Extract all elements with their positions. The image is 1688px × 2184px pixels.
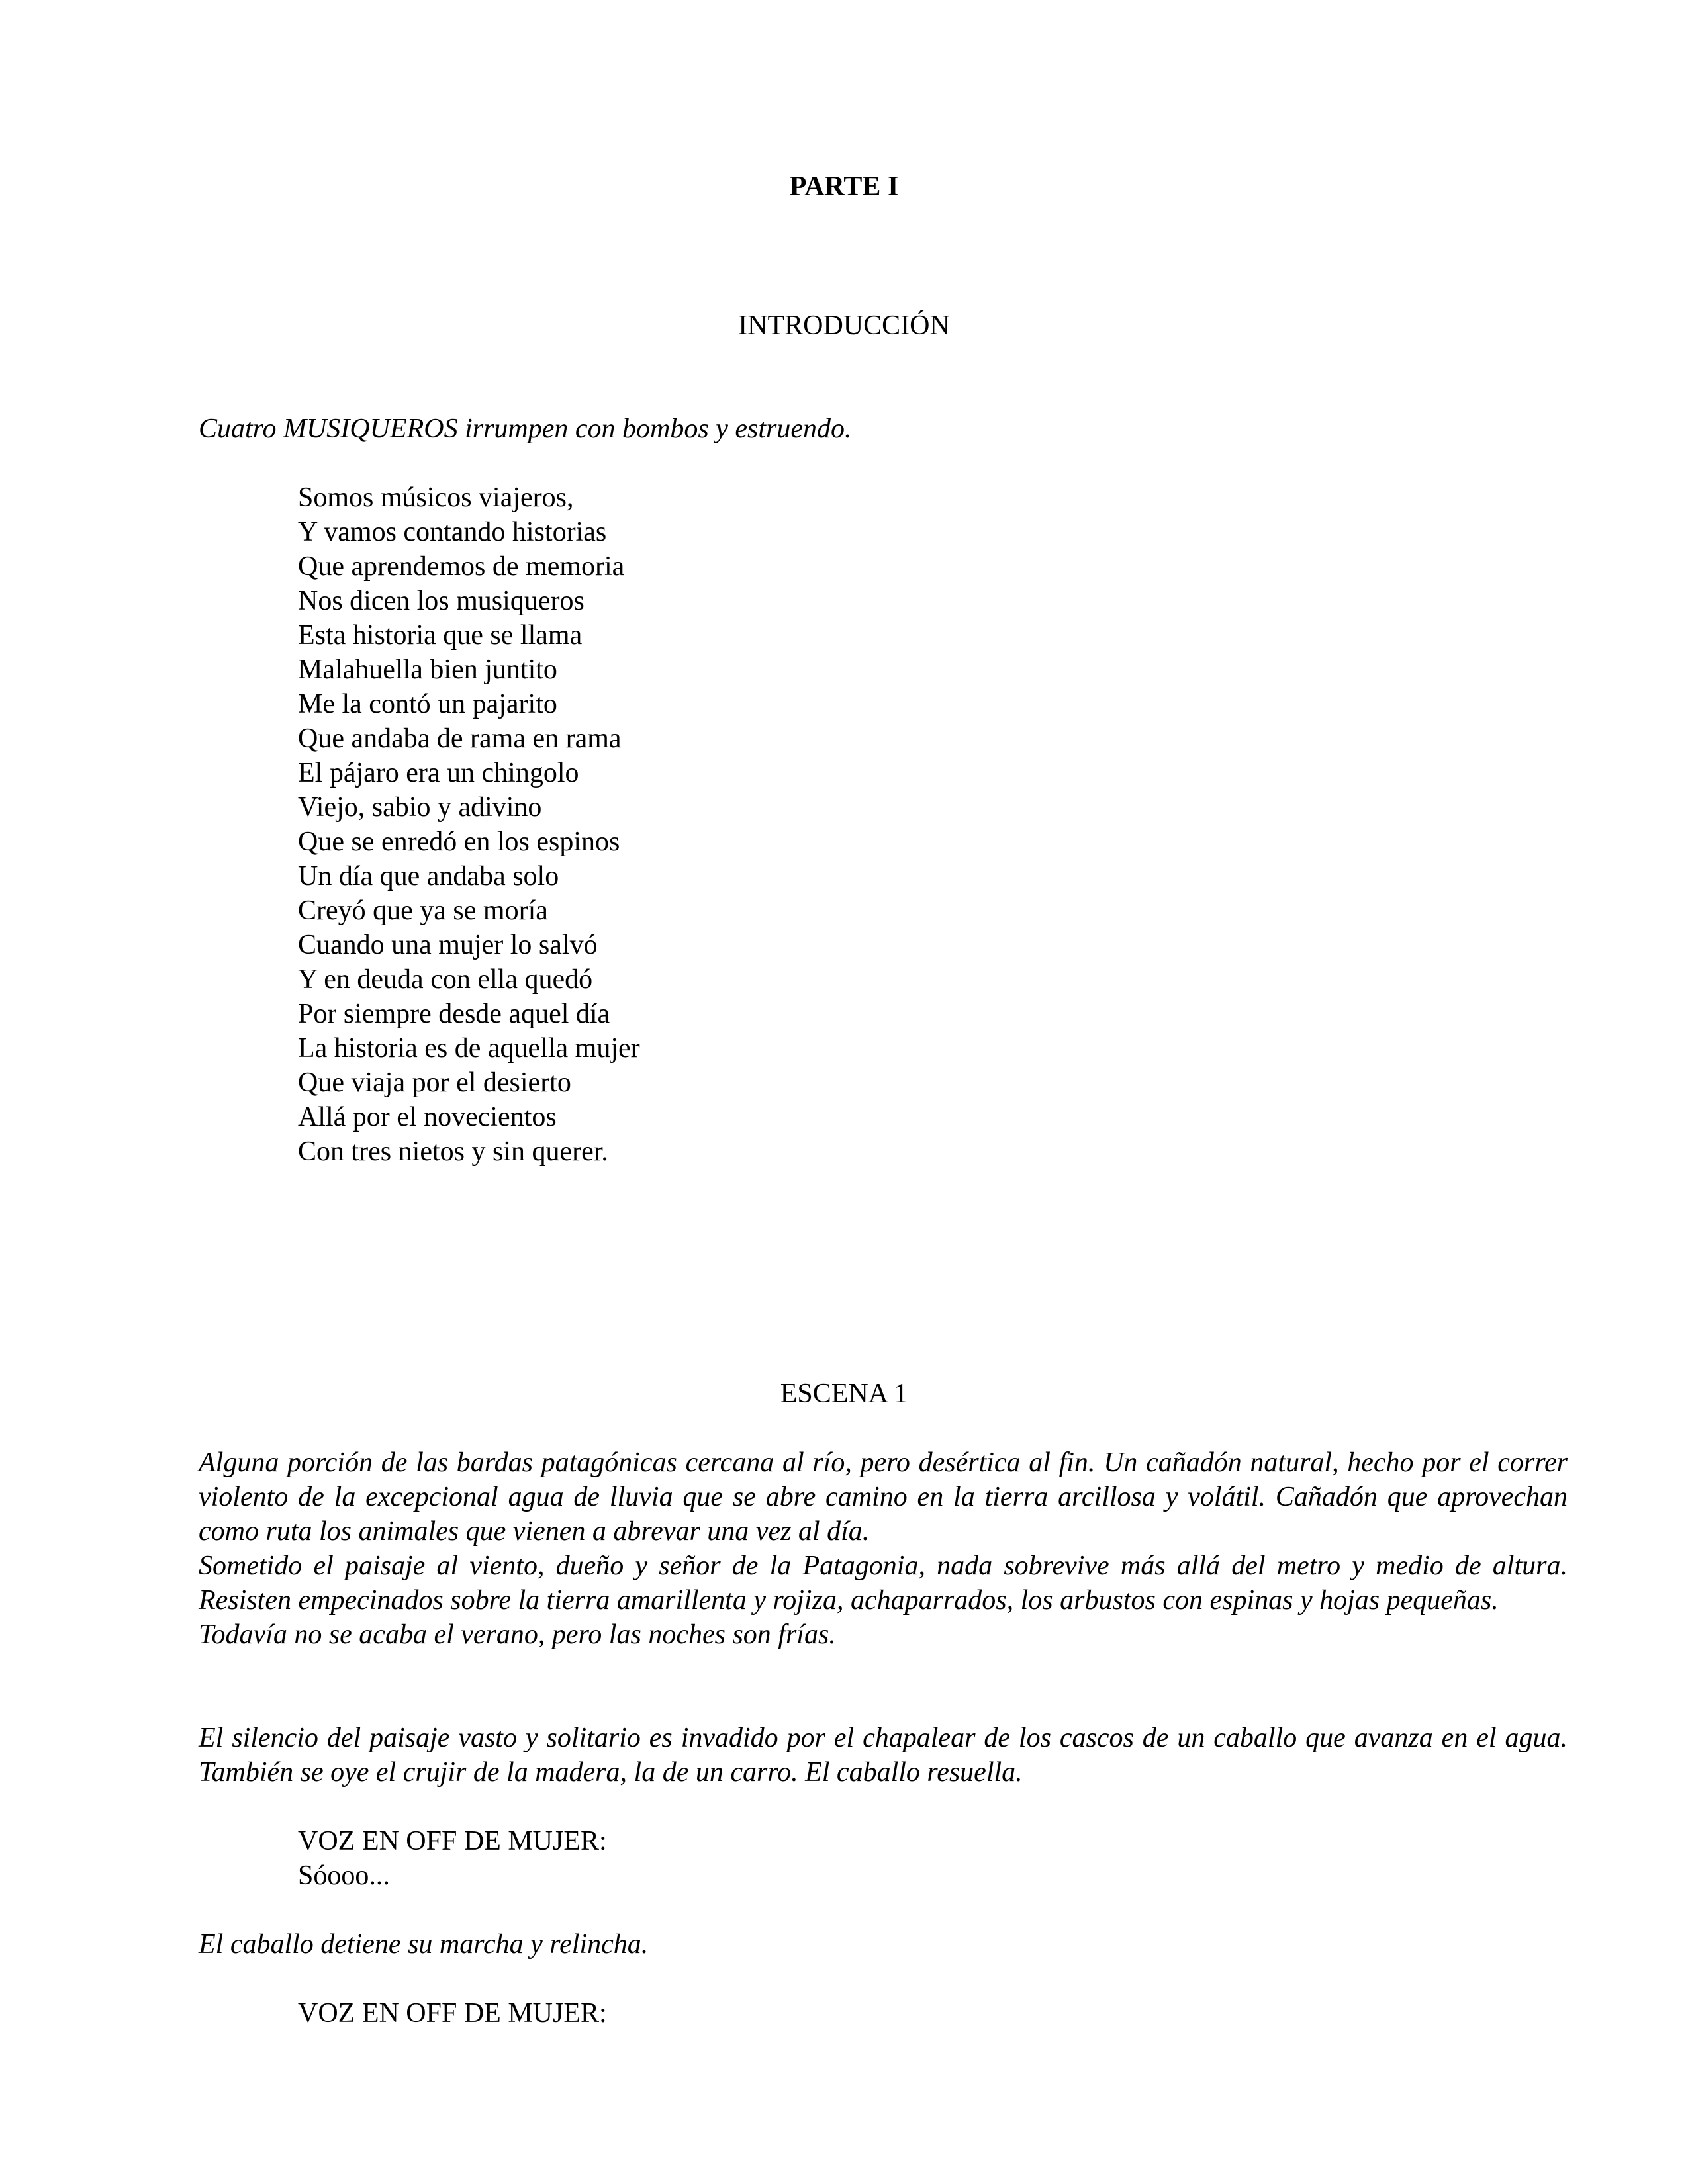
verse-line: Y vamos contando historias	[298, 517, 607, 547]
speaker-name: VOZ EN OFF DE MUJER:	[298, 1998, 607, 2028]
dialogue-block	[298, 1824, 607, 1893]
stanza	[298, 756, 1225, 893]
verse-line: Nos dicen los musiqueros	[298, 586, 585, 616]
scene-title: ESCENA 1	[780, 1379, 908, 1409]
intro-verses	[298, 480, 1225, 1169]
verse-line: Me la contó un pajarito	[298, 689, 557, 719]
stanza	[298, 893, 1225, 1031]
verse-line: Esta historia que se llama	[298, 620, 583, 651]
scene-stage-direction-setting	[199, 1445, 1568, 1652]
dialogue-block	[298, 1996, 607, 2030]
verse-line: Por siempre desde aquel día	[298, 999, 610, 1029]
verse-line: Y en deuda con ella quedó	[298, 964, 593, 995]
dialogue-line: Sóooo...	[298, 1860, 390, 1891]
verse-line: Que aprendemos de memoria	[298, 551, 625, 582]
verse-line: El pájaro era un chingolo	[298, 758, 579, 788]
verse-line: Somos músicos viajeros,	[298, 482, 574, 513]
intro-title: INTRODUCCIÓN	[738, 310, 950, 341]
part-title: PARTE I	[789, 171, 899, 202]
verse-line: Malahuella bien juntito	[298, 655, 557, 685]
stanza	[298, 618, 1225, 756]
stanza	[298, 1031, 1225, 1169]
stage-paragraph: Sometido el paisaje al viento, dueño y señor de la Patagonia, nada sobrevive más allá del metro y medio de altura. Resisten empecinados sobre la tierra amarillenta y rojiza, achaparrados, los arbustos con espinas y hojas pequeñas.	[199, 1551, 1568, 1615]
speaker-name: VOZ EN OFF DE MUJER:	[298, 1826, 607, 1856]
stanza	[298, 480, 1225, 618]
intro-stage-direction: Cuatro MUSIQUEROS irrumpen con bombos y estruendo.	[199, 414, 852, 444]
verse-line: Que andaba de rama en rama	[298, 723, 622, 754]
stage-paragraph: Alguna porción de las bardas patagónicas cercana al río, pero desértica al fin. Un cañadón natural, hecho por el correr violento de la excepcional agua de lluvia que se abre camino en la tierra arcillosa y volátil. Cañadón que aprovechan como ruta los animales que vienen a abrevar una vez al día.	[199, 1447, 1568, 1547]
stage-paragraph: El silencio del paisaje vasto y solitario es invadido por el chapalear de los cascos de un caballo que avanza en el agua. También se oye el crujir de la madera, la de un carro. El caballo resuella.	[199, 1723, 1568, 1788]
verse-line: Un día que andaba solo	[298, 861, 559, 891]
verse-line: Allá por el novecientos	[298, 1102, 557, 1132]
verse-line: Creyó que ya se moría	[298, 895, 548, 926]
scene-stage-direction-horse: El caballo detiene su marcha y relincha.	[199, 1929, 649, 1960]
verse-line: Que se enredó en los espinos	[298, 827, 620, 857]
scene-stage-direction-sound	[199, 1721, 1568, 1790]
verse-line: Viejo, sabio y adivino	[298, 792, 542, 823]
verse-line: Que viaja por el desierto	[298, 1068, 571, 1098]
verse-line: Con tres nietos y sin querer.	[298, 1136, 608, 1167]
stage-paragraph: Todavía no se acaba el verano, pero las noches son frías.	[199, 1619, 836, 1650]
verse-line: Cuando una mujer lo salvó	[298, 930, 598, 960]
verse-line: La historia es de aquella mujer	[298, 1033, 640, 1064]
